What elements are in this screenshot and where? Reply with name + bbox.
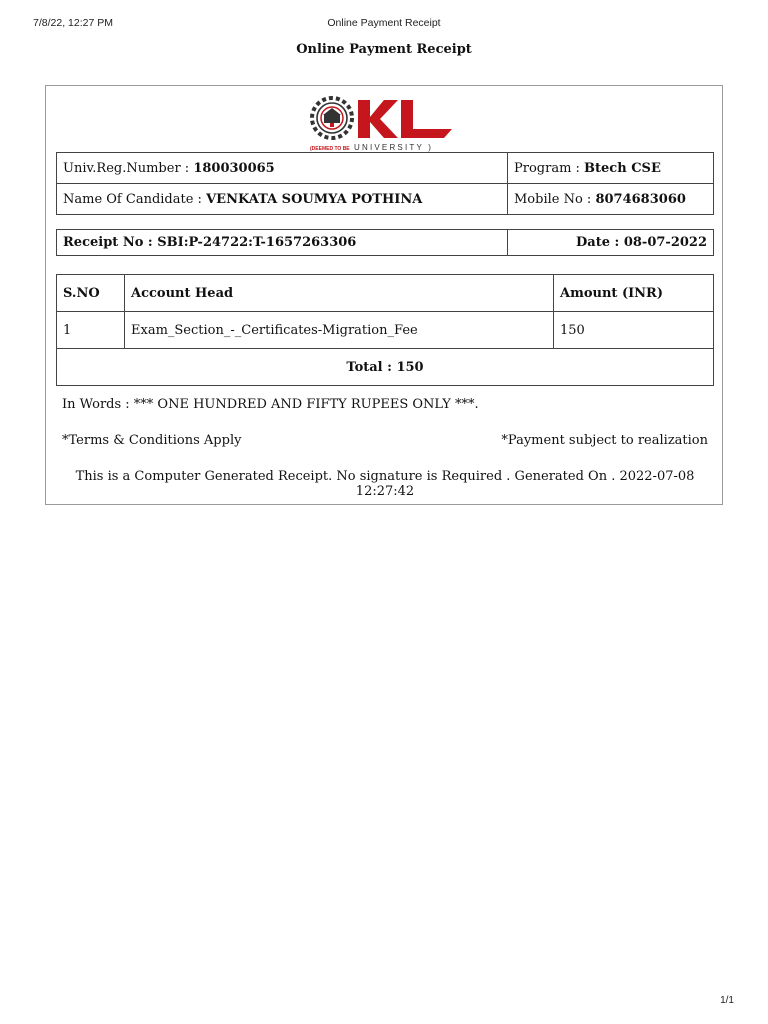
kl-letters [358,100,452,138]
mobile-cell [508,184,714,215]
total-value: 150 [396,359,424,375]
candidate-info-table [56,152,714,215]
table-header-row [57,275,714,312]
receipt-date-label: Date : [576,235,624,250]
receipt-info-table [56,229,714,256]
program-value: Btech CSE [584,160,661,176]
mobile-label: Mobile No : [514,191,596,207]
table-row [57,312,714,349]
page-title: Online Payment Receipt [296,42,472,57]
payment-note: *Payment subject to realization [501,433,708,448]
logo-deemed-text: (DEEMED TO BE [310,146,350,152]
account-head-header: Account Head [125,275,554,312]
gear-emblem-icon [312,98,352,138]
receipt-date-cell [508,230,714,256]
receipt-number-value: SBI:P-24722:T-1657263306 [157,235,357,250]
program-cell [508,153,714,184]
print-header [0,17,768,31]
receipt-number-cell [57,230,508,256]
receipt-number-label: Receipt No : [63,235,158,250]
row-amount: 150 [554,312,714,349]
total-row [57,349,714,386]
receipt-box [45,85,723,505]
sno-header: S.NO [57,275,125,312]
university-logo [308,92,456,156]
total-label: Total : [346,359,397,375]
reg-number-cell [57,153,508,184]
logo-university-text: UNIVERSITY ) [354,143,434,152]
print-datetime: 7/8/22, 12:27 PM [33,17,113,29]
page-number: 1/1 [720,995,734,1006]
row-sno: 1 [57,312,125,349]
amount-in-words: In Words : *** ONE HUNDRED AND FIFTY RUPEES ONLY ***. [62,397,479,412]
reg-number-label: Univ.Reg.Number : [63,160,194,176]
amount-header: Amount (INR) [554,275,714,312]
terms-note: *Terms & Conditions Apply [62,433,242,448]
total-cell [57,349,714,386]
candidate-name-cell [57,184,508,215]
reg-number-value: 180030065 [193,160,275,176]
print-title: Online Payment Receipt [327,17,441,29]
row-account-head: Exam_Section_-_Certificates-Migration_Fee [125,312,554,349]
candidate-name-value: VENKATA SOUMYA POTHINA [206,191,423,207]
fee-items-table [56,274,714,386]
receipt-date-value: 08-07-2022 [623,235,707,250]
mobile-value: 8074683060 [595,191,686,207]
generated-note: This is a Computer Generated Receipt. No signature is Required . Generated On . 2022-07-08 12:27:42 [75,469,695,499]
candidate-name-label: Name Of Candidate : [63,191,207,207]
program-label: Program : [514,160,585,176]
